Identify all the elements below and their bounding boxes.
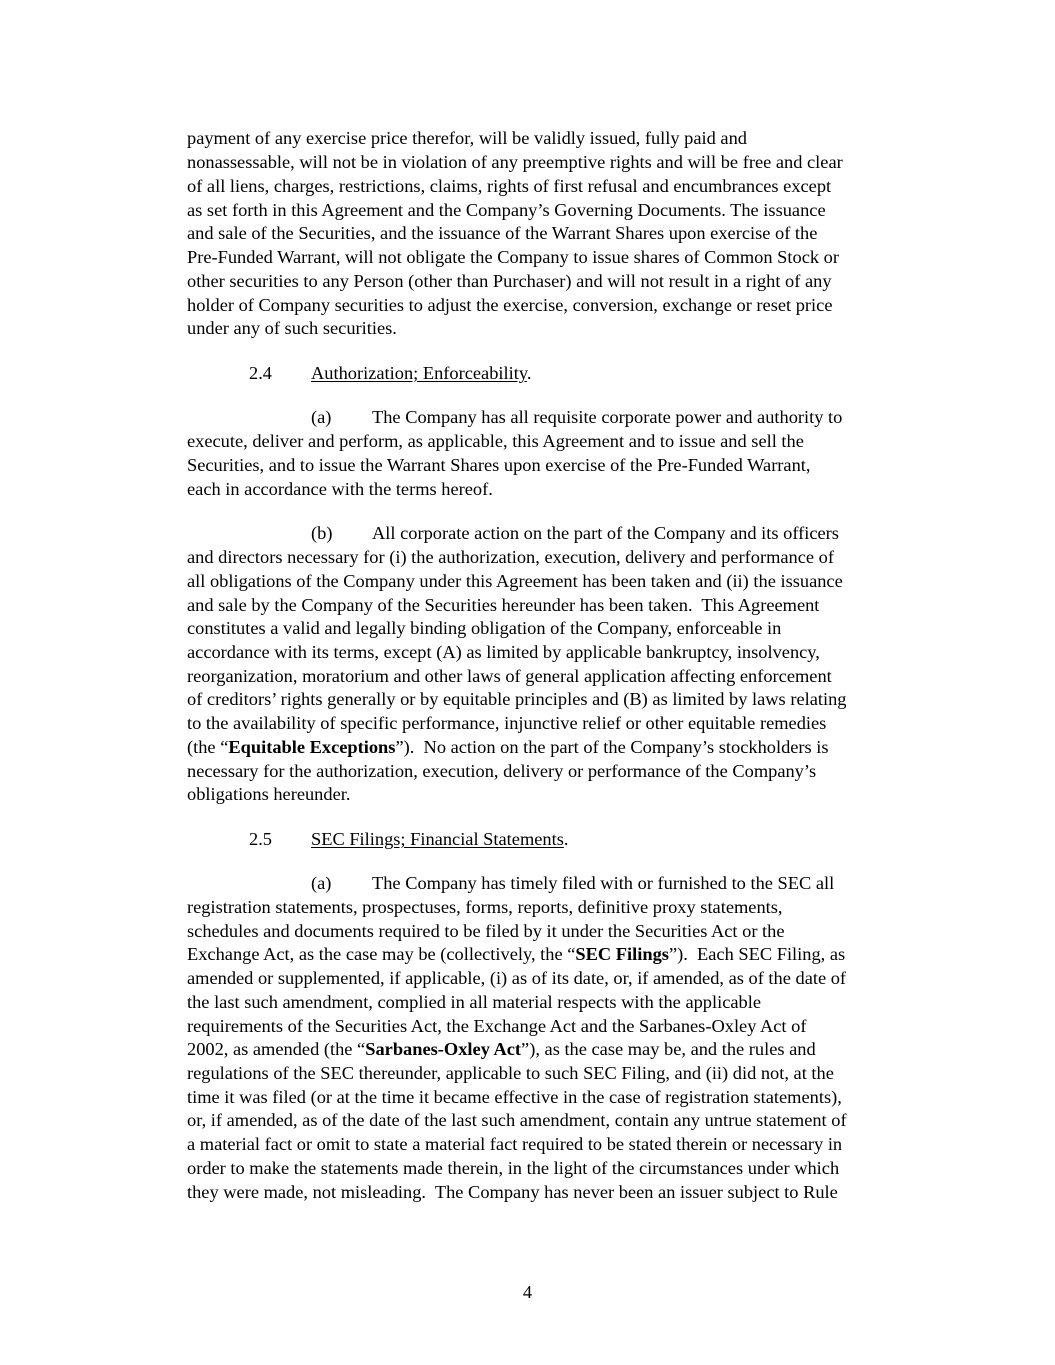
text-line: necessary for the authorization, execution, delivery or performance of the Company’s: [187, 761, 817, 781]
subsection-label: (b): [311, 523, 333, 543]
text-line: or, if amended, as of the date of the last such amendment, contain any untrue statement of: [187, 1110, 847, 1130]
text-line: and directors necessary for (i) the authorization, execution, delivery and performance of: [187, 547, 834, 567]
text-line: as set forth in this Agreement and the Company’s Governing Documents. The issuance: [187, 200, 826, 220]
text-line: nonassessable, will not be in violation of any preemptive rights and will be free and clear: [187, 152, 843, 172]
text-fragment: (the “: [187, 737, 229, 757]
text-line: [187, 942, 845, 966]
text-line: accordance with its terms, except (A) as limited by applicable bankruptcy, insolvency,: [187, 642, 820, 662]
text-line: The Company has all requisite corporate power and authority to: [372, 407, 843, 427]
text-fragment: ”). No action on the part of the Company’s stockholders is: [395, 737, 829, 757]
text-line: requirements of the Securities Act, the Exchange Act and the Sarbanes-Oxley Act of: [187, 1016, 807, 1036]
text-line: time it was filed (or at the time it became effective in the case of registration statements),: [187, 1087, 842, 1107]
section-title-text: SEC Filings; Financial Statements: [311, 829, 564, 849]
section-title-punct: .: [526, 363, 532, 383]
section-title-punct: .: [563, 829, 569, 849]
text-line: regulations of the SEC thereunder, applicable to such SEC Filing, and (ii) did not, at the: [187, 1063, 834, 1083]
section-title-text: Authorization; Enforceability: [311, 363, 527, 383]
text-line: and sale of the Securities, and the issuance of the Warrant Shares upon exercise of the: [187, 223, 818, 243]
text-line: obligations hereunder.: [187, 784, 351, 804]
text-line: and sale by the Company of the Securities hereunder has been taken. This Agreement: [187, 595, 820, 615]
text-line: other securities to any Person (other than Purchaser) and will not result in a right of any: [187, 271, 832, 291]
text-line: each in accordance with the terms hereof.: [187, 479, 493, 499]
text-line: Securities, and to issue the Warrant Shares upon exercise of the Pre-Funded Warrant,: [187, 455, 811, 475]
subsection-label: (a): [311, 873, 332, 893]
text-line: [187, 1037, 816, 1061]
text-line: order to make the statements made therein, in the light of the circumstances under which: [187, 1158, 840, 1178]
text-line: they were made, not misleading. The Company has never been an issuer subject to Rule: [187, 1182, 838, 1202]
page-number: 4: [522, 1282, 533, 1302]
text-line: constitutes a valid and legally binding obligation of the Company, enforceable in: [187, 618, 782, 638]
text-line: of all liens, charges, restrictions, claims, rights of first refusal and encumbrances except: [187, 176, 832, 196]
text-line: under any of such securities.: [187, 318, 397, 338]
text-line: registration statements, prospectuses, forms, reports, definitive proxy statements,: [187, 897, 783, 917]
text-line: schedules and documents required to be filed by it under the Securities Act or the: [187, 921, 785, 941]
text-line: execute, deliver and perform, as applicable, this Agreement and to issue and sell the: [187, 431, 804, 451]
text-line: amended or supplemented, if applicable, (i) as of its date, or, if amended, as of the date of: [187, 968, 847, 988]
text-line: holder of Company securities to adjust the exercise, conversion, exchange or reset price: [187, 295, 833, 315]
text-line: The Company has timely filed with or furnished to the SEC all: [372, 873, 835, 893]
defined-term: Sarbanes-Oxley Act: [365, 1039, 522, 1059]
text-fragment: ”), as the case may be, and the rules and: [521, 1039, 816, 1059]
text-line: all obligations of the Company under this Agreement has been taken and (ii) the issuance: [187, 571, 843, 591]
defined-term: SEC Filings: [575, 944, 669, 964]
text-line: [187, 735, 829, 759]
text-line: the last such amendment, complied in all material respects with the applicable: [187, 992, 762, 1012]
section-title: [311, 361, 531, 385]
text-line: payment of any exercise price therefor, will be validly issued, fully paid and: [187, 128, 747, 148]
text-line: All corporate action on the part of the Company and its officers: [372, 523, 839, 543]
text-fragment: Exchange Act, as the case may be (collectively, the “: [187, 944, 576, 964]
subsection-label: (a): [311, 407, 332, 427]
defined-term: Equitable Exceptions: [228, 737, 396, 757]
text-fragment: ”). Each SEC Filing, as: [668, 944, 846, 964]
section-number: 2.5: [249, 829, 272, 849]
text-fragment: 2002, as amended (the “: [187, 1039, 366, 1059]
text-line: to the availability of specific performance, injunctive relief or other equitable remedies: [187, 713, 827, 733]
text-line: a material fact or omit to state a material fact required to be stated therein or necessary in: [187, 1134, 843, 1154]
text-line: of creditors’ rights generally or by equitable principles and (B) as limited by laws relating: [187, 689, 847, 709]
section-title: [311, 827, 568, 851]
text-line: reorganization, moratorium and other laws of general application affecting enforcement: [187, 666, 832, 686]
text-line: Pre-Funded Warrant, will not obligate the Company to issue shares of Common Stock or: [187, 247, 839, 267]
section-number: 2.4: [249, 363, 272, 383]
